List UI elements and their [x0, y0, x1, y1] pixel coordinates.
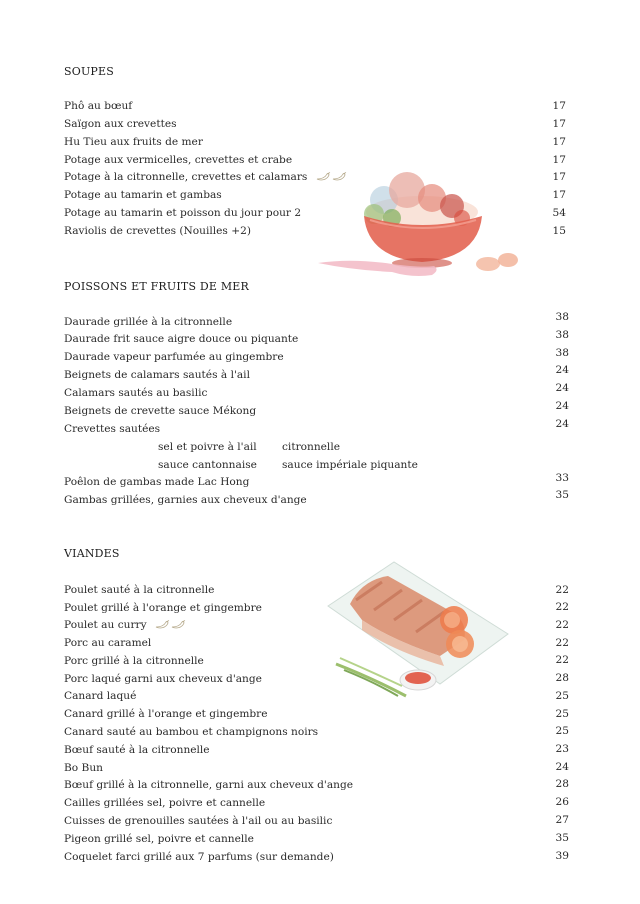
dish-price: 24 — [555, 382, 569, 394]
dish-price: 17 — [552, 100, 566, 112]
dish-name: Poulet au curry — [64, 619, 147, 631]
dish-price: 24 — [555, 400, 569, 412]
dish-name: Calamars sautés au basilic — [64, 387, 208, 399]
dish-price: 23 — [555, 743, 569, 755]
dish-price: 22 — [555, 601, 569, 613]
dish-price: 17 — [552, 171, 566, 183]
shrimp-option: sauce impériale piquante — [282, 459, 418, 471]
dish-price: 17 — [552, 118, 566, 130]
dish-name: Beignets de calamars sautés à l'ail — [64, 369, 250, 381]
dish-name: Saïgon aux crevettes — [64, 118, 177, 130]
dish-name: Daurade grillée à la citronnelle — [64, 316, 233, 328]
section-title-viandes: VIANDES — [64, 547, 120, 560]
dish-price: 22 — [555, 654, 569, 666]
dish-name: Cuisses de grenouilles sautées à l'ail ou au basilic — [64, 815, 333, 827]
dish-price: 35 — [555, 832, 569, 844]
dish-name: Daurade frit sauce aigre douce ou piquante — [64, 333, 299, 345]
dish-name: Canard laqué — [64, 690, 137, 702]
dish-name: Potage au tamarin et poisson du jour pour 2 — [64, 207, 302, 219]
dish-name: Canard sauté au bambou et champignons noirs — [64, 726, 319, 738]
dish-name: Poêlon de gambas made Lac Hong — [64, 476, 250, 488]
shrimp-option: sauce cantonnaise — [158, 459, 257, 471]
dish-price: 26 — [555, 796, 569, 808]
dish-name: Poulet sauté à la citronnelle — [64, 584, 215, 596]
dish-row-spicy — [64, 619, 188, 631]
dish-price: 17 — [552, 189, 566, 201]
section-title-soupes: SOUPES — [64, 65, 114, 78]
chili-pepper-icon — [154, 620, 188, 630]
dish-price: 35 — [555, 489, 569, 501]
dish-row-spicy — [64, 171, 349, 183]
dish-price: 28 — [555, 778, 569, 790]
dish-name: Porc laqué garni aux cheveux d'ange — [64, 673, 262, 685]
dish-name: Gambas grillées, garnies aux cheveux d'ange — [64, 494, 307, 506]
dish-name: Raviolis de crevettes (Nouilles +2) — [64, 225, 251, 237]
dish-price: 22 — [555, 637, 569, 649]
dish-price: 22 — [555, 584, 569, 596]
dish-price: 39 — [555, 850, 569, 862]
dish-price: 17 — [552, 154, 566, 166]
dish-name: Poulet grillé à l'orange et gingembre — [64, 602, 262, 614]
dish-price: 15 — [552, 225, 566, 237]
dish-name: Coquelet farci grillé aux 7 parfums (sur demande) — [64, 851, 334, 863]
shrimp-option: citronnelle — [282, 441, 340, 453]
dish-name: Cailles grillées sel, poivre et cannelle — [64, 797, 266, 809]
dish-name: Phô au bœuf — [64, 100, 133, 112]
dish-price: 25 — [555, 725, 569, 737]
dish-name: Potage à la citronnelle, crevettes et calamars — [64, 171, 308, 183]
dish-name: Bo Bun — [64, 762, 103, 774]
dish-name: Bœuf grillé à la citronnelle, garni aux cheveux d'ange — [64, 779, 354, 791]
shrimp-option: sel et poivre à l'ail — [158, 441, 257, 453]
dish-name: Hu Tieu aux fruits de mer — [64, 136, 203, 148]
dish-price: 28 — [555, 672, 569, 684]
dish-price: 25 — [555, 690, 569, 702]
dish-name: Bœuf sauté à la citronnelle — [64, 744, 210, 756]
section-title-poissons: POISSONS ET FRUITS DE MER — [64, 280, 250, 293]
dish-name: Porc au caramel — [64, 637, 152, 649]
dish-price: 27 — [555, 814, 569, 826]
dish-name: Canard grillé à l'orange et gingembre — [64, 708, 268, 720]
dish-name: Crevettes sautées — [64, 423, 161, 435]
dish-price: 38 — [555, 311, 569, 323]
dish-price: 24 — [555, 761, 569, 773]
dish-name: Beignets de crevette sauce Mékong — [64, 405, 257, 417]
dish-price: 24 — [555, 364, 569, 376]
dish-price: 33 — [555, 472, 569, 484]
dish-price: 25 — [555, 708, 569, 720]
dish-price: 22 — [555, 619, 569, 631]
dish-price: 17 — [552, 136, 566, 148]
dish-name: Porc grillé à la citronnelle — [64, 655, 204, 667]
dish-price: 38 — [555, 329, 569, 341]
dish-name: Potage aux vermicelles, crevettes et crabe — [64, 154, 293, 166]
dish-price: 38 — [555, 347, 569, 359]
dish-name: Pigeon grillé sel, poivre et cannelle — [64, 833, 254, 845]
dish-price: 24 — [555, 418, 569, 430]
soup-bowl-illustration — [312, 160, 530, 290]
dish-name: Potage au tamarin et gambas — [64, 189, 222, 201]
roast-meat-illustration — [322, 560, 512, 700]
dish-price: 54 — [552, 207, 566, 219]
dish-name: Daurade vapeur parfumée au gingembre — [64, 351, 284, 363]
